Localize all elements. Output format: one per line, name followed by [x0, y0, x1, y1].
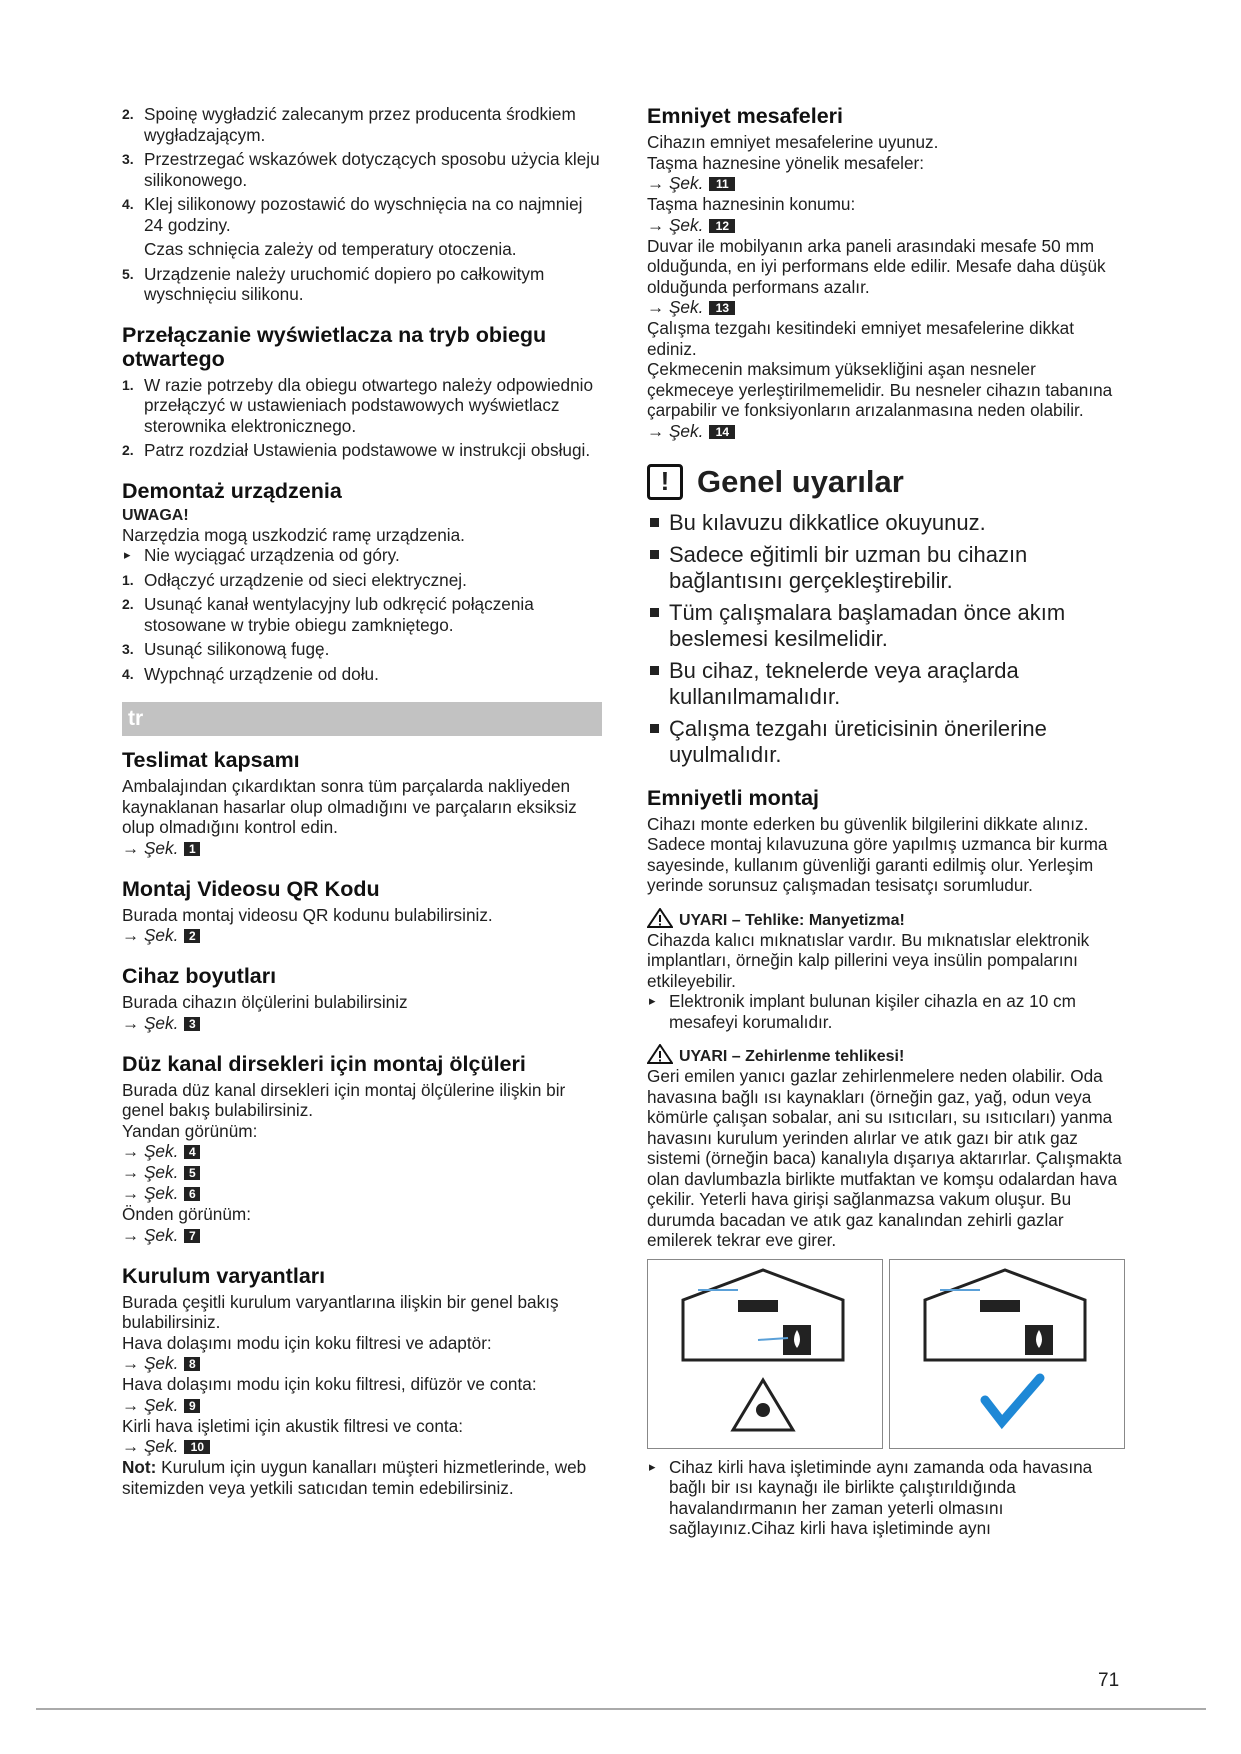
step-number: 3. — [122, 151, 134, 167]
figure-number: 9 — [184, 1399, 200, 1413]
figure-ref: → Şek. 2 — [122, 925, 602, 946]
figure-number: 13 — [709, 301, 735, 315]
figure-ref: → Şek. 14 — [647, 421, 1125, 442]
warning-text: Geri emilen yanıcı gazlar zehirlenmelere neden olabilir. Oda havasına bağlı ısı kaynakları (örneğin gaz, yağ, odun veya kömürle çalışan sobalar, ani su ısıtıcıları, su ısıtıcıları) yanma havasını kurulum yerinden alırlar ve atık gazı bir atık gaz sistemi (örneğin baca) kanalıyla dışarıya aktarırlar. Çalışmakta olan davlumbazla birlikte mutfaktan ve komşu odalardan hava çekilir. Yeterli hava girişi sağlanmazsa vakum oluşur. Bu durumda bacadan ve atık gaz kanalından zehirli gazlar emilerek tekrar eve girer. — [647, 1066, 1122, 1250]
warning-text: Cihazda kalıcı mıknatıslar vardır. Bu mıknatıslar elektronik implantları, örneğin kalp pillerini veya insülin pompalarını etkileyebilir. — [647, 929, 1090, 991]
figure-number: 6 — [184, 1187, 200, 1201]
genel-item: Çalışma tezgahı üreticisinin önerilerine uyulmalıdır. — [647, 716, 1125, 768]
note-text: Not: Kurulum için uygun kanalları müşteri hizmetlerinde, web sitemizden veya yetkili satıcıdan temin edebilirsiniz. — [122, 1457, 587, 1498]
bullet-item: ▸ Cihaz kirli hava işletiminde aynı zamanda oda havasına bağlı bir ısı kaynağı ile birlikte çalıştırıldığında havalandırmanın her zaman yeterli olmasını sağlayınız.Cihaz kirli hava işletiminde aynı — [647, 1457, 1125, 1539]
genel-item: Bu kılavuzu dikkatlice okuyunuz. — [647, 510, 1125, 536]
pl-step — [122, 639, 602, 660]
pl-step — [122, 264, 602, 305]
figure-ref: → Şek. 12 — [647, 215, 1125, 236]
warning-heading: UYARI – Tehlike: Manyetizma! — [647, 908, 1125, 930]
figure-ref: → Şek. 7 — [122, 1225, 602, 1246]
uwaga-label: UWAGA! — [122, 506, 189, 524]
figure-ref: → Şek. 1 — [122, 838, 602, 859]
pl-step — [122, 104, 602, 145]
section-heading: Kurulum varyantları — [122, 1263, 326, 1288]
body-text: Çekmecenin maksimum yüksekliğini aşan nesneler çekmeceye yerleştirilmemelidir. Bu nesneler cihazın tabanına çarpabilir ve fonksiyonların arızalanmasına neden olabilir. — [647, 359, 1113, 420]
variant-text: Hava dolaşımı modu için koku filtresi ve adaptör: — [122, 1332, 492, 1353]
body-text: Taşma haznesine yönelik mesafeler: — [647, 152, 925, 173]
pl-step — [122, 149, 602, 190]
warning-icon: ! — [647, 464, 683, 500]
uwaga-text: Narzędzia mogą uszkodzić ramę urządzenia. — [122, 524, 465, 545]
figure-ref: → Şek. 5 — [122, 1162, 602, 1183]
section-heading: Emniyetli montaj — [647, 785, 820, 810]
step-text: Patrz rozdział Ustawienia podstawowe w instrukcji obsługi. — [144, 440, 591, 460]
right-column — [647, 104, 1125, 1539]
warning-triangle-icon — [647, 1044, 673, 1064]
body-text: Burada düz kanal dirsekleri için montaj ölçülerine ilişkin bir genel bakış bulabilirsiniz. — [122, 1079, 566, 1120]
pl-step — [122, 594, 602, 635]
section-heading: Montaj Videosu QR Kodu — [122, 876, 380, 901]
genel-item: Bu cihaz, teknelerde veya araçlarda kullanılmamalıdır. — [647, 658, 1125, 710]
figure-number: 12 — [709, 219, 735, 233]
figure-ref: → Şek. 10 — [122, 1436, 602, 1457]
warning-heading: UYARI – Zehirlenme tehlikesi! — [647, 1044, 1125, 1066]
step-number: 1. — [122, 376, 134, 393]
figure-ref: → Şek. 3 — [122, 1013, 602, 1034]
step-text: Usunąć silikonową fugę. — [144, 639, 330, 659]
body-text: Burada cihazın ölçülerini bulabilirsiniz — [122, 992, 408, 1012]
variant-text: Hava dolaşımı modu için koku filtresi, difüzör ve conta: — [122, 1374, 537, 1394]
body-text: Cihazın emniyet mesafelerine uyunuz. — [647, 132, 939, 152]
body-text: Cihazı monte ederken bu güvenlik bilgilerini dikkate alınız. — [647, 813, 1089, 834]
step-text: Wypchnąć urządzenie od dołu. — [144, 663, 379, 684]
body-text: Sadece montaj kılavuzuna göre yapılmış uzmanca bir kurma sayesinde, kullanım güvenliği garanti edilmiş olur. Yerleşim yerinde sorunsuz çalışmadan tesisatçı sorumludur. — [647, 834, 1108, 895]
figure-number: 1 — [184, 842, 200, 856]
step-number: 2. — [122, 442, 134, 458]
language-bar: tr — [122, 702, 602, 736]
step-text: Klej silikonowy pozostawić do wyschnięcia na co najmniej 24 godziny. — [144, 194, 583, 235]
body-text: Çalışma tezgahı kesitindeki emniyet mesafelerine dikkat ediniz. — [647, 318, 1075, 359]
figure-number: 8 — [184, 1357, 200, 1371]
figure-number: 11 — [709, 177, 735, 191]
pl-step — [122, 570, 602, 591]
figure-ref: → Şek. 6 — [122, 1183, 602, 1204]
bullet-item: ▸ Elektronik implant bulunan kişiler cihazla en az 10 cm mesafeyi korumalıdır. — [647, 991, 1125, 1032]
genel-item: Tüm çalışmalara başlamadan önce akım beslemesi kesilmelidir. — [647, 600, 1125, 652]
step-text: Urządzenie należy uruchomić dopiero po całkowitym wyschnięciu silikonu. — [144, 263, 545, 304]
body-text: Burada çeşitli kurulum varyantlarına ilişkin bir genel bakış bulabilirsiniz. — [122, 1291, 559, 1332]
genel-heading — [647, 464, 1125, 500]
step-text: Spoinę wygładzić zalecanym przez producenta środkiem wygładzającym. — [144, 104, 576, 145]
illustration — [647, 1259, 1125, 1449]
body-text: Taşma haznesinin konumu: — [647, 194, 856, 214]
pl-step — [122, 194, 602, 235]
note-label: Not: — [122, 1457, 157, 1477]
section-heading: Teslimat kapsamı — [122, 748, 300, 772]
step-text: W razie potrzeby dla obiegu otwartego należy odpowiednio przełączyć w ustawieniach podstawowych wyświetlacz sterownika elektronicznego. — [144, 374, 594, 436]
figure-number: 2 — [184, 929, 200, 943]
pl-step — [122, 375, 602, 437]
step-number: 3. — [122, 641, 134, 657]
figure-ref: → Şek. 4 — [122, 1141, 602, 1162]
step-number: 1. — [122, 571, 134, 588]
variant-text: Kirli hava işletimi için akustik filtresi ve conta: — [122, 1415, 463, 1436]
figure-number: 14 — [709, 425, 735, 439]
step-number: 4. — [122, 196, 134, 212]
section-heading: Düz kanal dirsekleri için montaj ölçüleri — [122, 1051, 526, 1076]
figure-number: 10 — [184, 1440, 210, 1454]
figure-number: 5 — [184, 1166, 200, 1180]
section-heading: Emniyet mesafeleri — [647, 104, 843, 128]
step-number: 5. — [122, 265, 134, 282]
figure-number: 3 — [184, 1017, 200, 1031]
view-label: Önden görünüm: — [122, 1204, 251, 1224]
warning-triangle-icon — [647, 908, 673, 928]
step-text: Przestrzegać wskazówek dotyczących sposobu użycia kleju silikonowego. — [144, 149, 600, 190]
section-heading: Cihaz boyutları — [122, 964, 277, 988]
figure-ref: → Şek. 8 — [122, 1353, 602, 1374]
step-number: 2. — [122, 596, 134, 612]
view-label: Yandan görünüm: — [122, 1120, 258, 1141]
section-heading: Przełączanie wyświetlacza na tryb obiegu otwartego — [122, 322, 547, 371]
figure-ref: → Şek. 11 — [647, 173, 1125, 194]
figure-ref: → Şek. 13 — [647, 297, 1125, 318]
body-text: Duvar ile mobilyanın arka paneli arasındaki mesafe 50 mm olduğunda, en iyi performans elde edilir. Mesafe daha düşük olduğunda performans azalır. — [647, 235, 1106, 297]
left-column — [122, 104, 602, 1498]
section-heading: Demontaż urządzenia — [122, 478, 342, 503]
footer-line — [36, 1708, 1206, 1710]
pl-note: Czas schnięcia zależy od temperatury otoczenia. — [144, 239, 517, 259]
figure-number: 7 — [184, 1229, 200, 1243]
step-number: 2. — [122, 106, 134, 122]
bullet-item: ▸ Nie wyciągać urządzenia od góry. — [122, 545, 602, 566]
figure-ref: → Şek. 9 — [122, 1395, 602, 1416]
body-text: Burada montaj videosu QR kodunu bulabilirsiniz. — [122, 904, 493, 925]
illustration-wrong — [647, 1259, 883, 1449]
genel-item: Sadece eğitimli bir uzman bu cihazın bağlantısını gerçekleştirebilir. — [647, 542, 1125, 594]
page-number: 71 — [1098, 1670, 1120, 1691]
pl-step — [122, 440, 602, 461]
step-number: 4. — [122, 665, 134, 682]
figure-number: 4 — [184, 1145, 200, 1159]
body-text: Ambalajından çıkardıktan sonra tüm parçalarda nakliyeden kaynaklanan hasarlar olup olmadığını ve parçaların eksiksiz olup olmadığını kontrol edin. — [122, 776, 577, 837]
pl-step — [122, 664, 602, 685]
step-text: Odłączyć urządzenie od sieci elektrycznej. — [144, 569, 467, 590]
step-text: Usunąć kanał wentylacyjny lub odkręcić połączenia stosowane w trybie obiegu zamkniętego. — [144, 594, 534, 635]
illustration-correct — [889, 1259, 1125, 1449]
genel-title: Genel uyarılar — [697, 463, 904, 499]
